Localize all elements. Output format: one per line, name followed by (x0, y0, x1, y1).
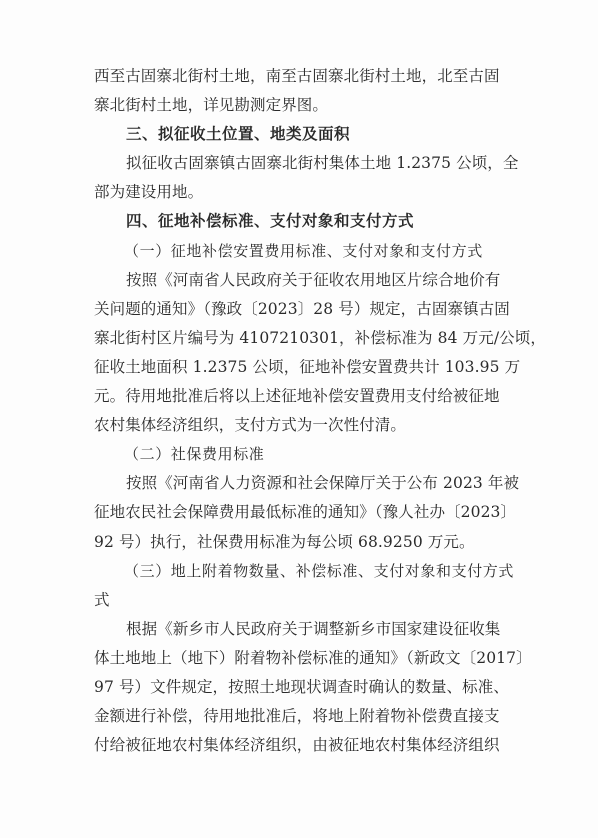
subsection-heading-2: （二）社保费用标准 (124, 445, 265, 464)
subsection-heading-3-continuation: 式 (94, 590, 110, 609)
body-text-line: 拟征收古固寨镇古固寨北街村集体土地 1.2375 公顷，全 (126, 154, 519, 173)
body-text-line: 部为建设用地。 (94, 183, 204, 202)
subsection-heading-3: （三）地上附着物数量、补偿标准、支付对象和支付方式 (124, 561, 515, 580)
section-heading-3: 三、拟征收土位置、地类及面积 (126, 125, 351, 144)
body-text-line: 西至古固寨北街村土地，南至古固寨北街村土地，北至古固 (94, 67, 500, 85)
subsection-heading-1: （一）征地补偿安置费用标准、支付对象和支付方式 (124, 241, 483, 260)
section-heading-4: 四、征地补偿标准、支付对象和支付方式 (126, 212, 415, 231)
body-text-line: 97 号）文件规定，按照土地现状调查时确认的数量、标准、 (94, 677, 509, 696)
body-text-line: 寨北街村区片编号为 4107210301，补偿标准为 84 万元/公顷， (94, 328, 546, 347)
body-text-line: 按照《河南省人力资源和社会保障厅关于公布 2023 年被 (126, 474, 520, 493)
body-text-line: 根据《新乡市人民政府关于调整新乡市国家建设征收集 (126, 619, 501, 638)
body-text-line: 体土地地上（地下）附着物补偿标准的通知》（新政文〔2017〕 (94, 648, 532, 667)
body-text-line: 征收土地面积 1.2375 公顷，征地补偿安置费共计 103.95 万 (94, 357, 521, 376)
body-text-line: 金额进行补偿，待用地批准后，将地上附着物补偿费直接支 (94, 707, 500, 726)
body-text-line: 农村集体经济组织，支付方式为一次性付清。 (94, 416, 407, 435)
body-text-line: 元。待用地批准后将以上述征地补偿安置费用支付给被征地 (94, 387, 500, 406)
body-text-line: 付给被征地农村集体经济组织，由被征地农村集体经济组织 (94, 736, 500, 755)
body-text-line: 92 号）执行，社保费用标准为每公顷 68.9250 万元。 (94, 532, 475, 551)
body-text-line: 按照《河南省人民政府关于征收农用地区片综合地价有 (126, 270, 501, 289)
body-text-line: 关问题的通知》（豫政〔2023〕28 号）规定，古固寨镇古固 (94, 299, 510, 318)
body-text-line: 寨北街村土地，详见勘测定界图。 (94, 96, 329, 115)
body-text-line: 征地农民社会保障费用最低标准的通知》（豫人社办〔2023〕 (94, 503, 517, 522)
